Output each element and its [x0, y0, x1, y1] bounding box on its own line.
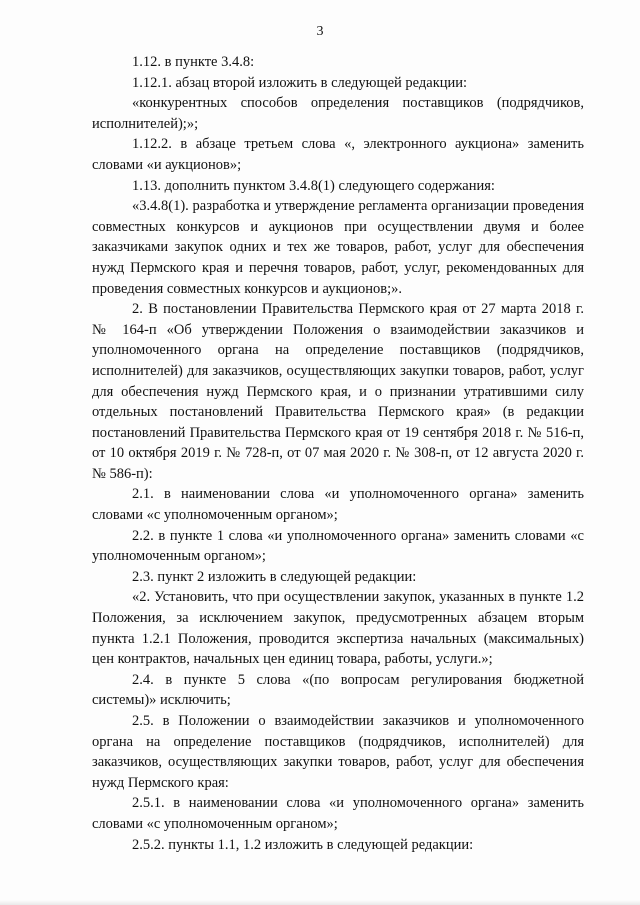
- scan-edge-shadow: [0, 900, 640, 905]
- paragraph: «2. Установить, что при осуществлении закупок, указанных в пункте 1.2 Положения, за исключением закупок, предусмотренных абзацем вторым пункта 1.2.1 Положения, проводится экспертиза начальных (максимальных) цен контрактов, начальных цен единиц товара, работы, услуги.»;: [92, 589, 584, 668]
- paragraph: «3.4.8(1). разработка и утверждение регламента организации проведения совместных конкурсов и аукционов при осуществлении двумя и более заказчиками закупок одних и тех же товаров, работ, услуг для обеспечения нужд Пермского края и перечня товаров, работ, услуг, рекомендованных для проведения совместных конкурсов и аукционов;».: [92, 198, 584, 297]
- paragraph: 1.12.1. абзац второй изложить в следующей редакции:: [132, 74, 468, 91]
- paragraph: 1.12. в пункте 3.4.8:: [132, 54, 255, 70]
- page-number: 3: [316, 24, 324, 39]
- paragraph: 2.1. в наименовании слова «и уполномоченного органа» заменить словами «с уполномоченным органом»;: [92, 486, 584, 524]
- document-body: [92, 52, 584, 855]
- paragraph: 1.13. дополнить пунктом 3.4.8(1) следующего содержания:: [132, 177, 495, 194]
- paragraph: 2. В постановлении Правительства Пермского края от 27 марта 2018 г. № 164-п «Об утверждении Положения о взаимодействии заказчиков и уполномоченного органа на определение поставщиков (подрядчиков, исполнителей) для заказчиков, осуществляющих закупки товаров, работ, услуг для обеспечения нужд Пермского края, и о признании утратившими силу отдельных постановлений Правительства Пермского края» (в редакции постановлений Правительства Пермского края от 19 сентября 2018 г. № 516-п, от 10 октября 2019 г. № 728-п, от 07 мая 2020 г. № 308-п, от 12 августа 2020 г. № 586-п):: [92, 301, 584, 482]
- paragraph: 2.4. в пункте 5 слова «(по вопросам регулирования бюджетной системы)» исключить;: [92, 671, 584, 709]
- paragraph: «конкурентных способов определения поставщиков (подрядчиков, исполнителей);»;: [92, 95, 584, 132]
- paragraph: 2.2. в пункте 1 слова «и уполномоченного органа» заменить словами «с уполномоченным органом»;: [92, 527, 584, 565]
- paragraph: 2.3. пункт 2 изложить в следующей редакции:: [132, 568, 417, 585]
- paragraph: 2.5.1. в наименовании слова «и уполномоченного органа» заменить словами «с уполномоченным органом»;: [92, 795, 584, 832]
- paragraph: 1.12.2. в абзаце третьем слова «, электронного аукциона» заменить словами «и аукционов»;: [92, 136, 584, 173]
- paragraph: 2.5.2. пункты 1.1, 1.2 изложить в следующей редакции:: [132, 836, 474, 853]
- paragraph: 2.5. в Положении о взаимодействии заказчиков и уполномоченного органа на определение поставщиков (подрядчиков, исполнителей) для заказчиков, осуществляющих закупки товаров, работ, услуг для обеспечения нужд Пермского края:: [92, 713, 584, 791]
